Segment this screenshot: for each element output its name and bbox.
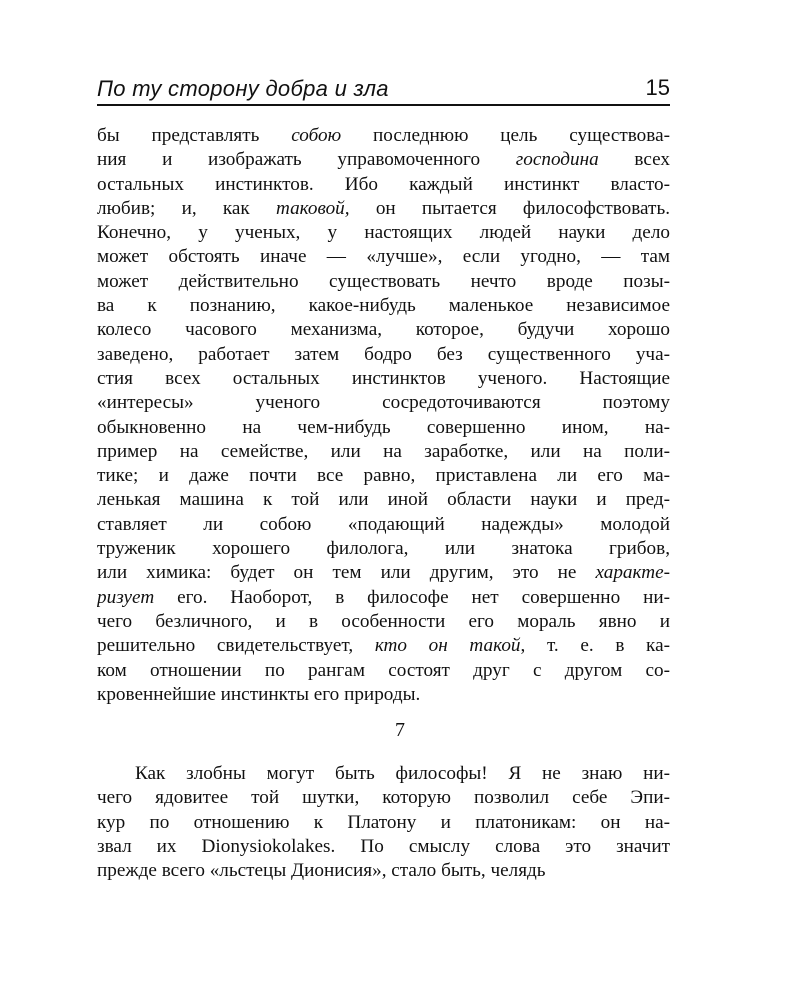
text-line <box>97 221 670 245</box>
running-title: По ту сторону добра и зла <box>97 76 389 101</box>
text-run: обыкновенно на чем-нибудь совершенно ином, на- <box>97 416 670 438</box>
text-run: бы представлять <box>97 125 292 146</box>
text-line <box>97 835 670 859</box>
text-line <box>97 513 670 537</box>
text-line <box>97 859 670 883</box>
text-line <box>97 440 670 464</box>
text-run: Как злобны могут быть философы! Я не знаю ни- <box>135 763 670 784</box>
text-line <box>97 343 670 367</box>
italic-emphasis: кто он такой <box>374 635 521 657</box>
text-run: кровеннейшие инстинкты его природы. <box>97 683 421 705</box>
text-line <box>97 762 670 786</box>
text-line <box>97 659 670 683</box>
text-run: Конечно, у ученых, у настоящих людей науки дело <box>97 222 670 244</box>
text-run: ния и изображать управомоченного <box>97 149 516 171</box>
text-run: заведено, работает затем бодро без существенного уча- <box>97 343 670 365</box>
text-line <box>97 367 670 391</box>
text-run: чего безличного, и в особенности его мораль явно и <box>97 610 670 632</box>
text-run: ставляет ли собою «подающий надежды» молодой <box>97 513 670 535</box>
text-run: ленькая машина к той или иной области науки и пред- <box>97 489 670 511</box>
text-run: может обстоять иначе — «лучше», если угодно, — там <box>97 246 670 268</box>
text-run: прежде всего «льстецы Дионисия», стало быть, челядь <box>97 860 546 882</box>
text-run: труженик хорошего филолога, или знатока грибов, <box>97 538 670 560</box>
text-run: чего ядовитее той шутки, которую позволил себе Эпи- <box>97 787 670 809</box>
section-number: 7 <box>395 719 405 741</box>
text-line <box>97 173 670 197</box>
text-line <box>97 586 670 610</box>
text-run: колесо часового механизма, которое, будучи хорошо <box>97 319 670 341</box>
text-run: пример на семействе, или на заработке, или на поли- <box>97 440 670 462</box>
text-line <box>97 245 670 269</box>
italic-emphasis: ризует <box>97 586 155 608</box>
text-line <box>97 610 670 634</box>
text-line <box>97 488 670 512</box>
text-run: может действительно существовать нечто вроде позы- <box>97 270 670 292</box>
text-line <box>97 634 670 658</box>
text-run: ком отношении по рангам состоят друг с другом со- <box>97 659 670 681</box>
page-number: 15 <box>645 75 670 100</box>
italic-emphasis: таковой, <box>275 197 350 219</box>
paragraph-section-7 <box>97 762 670 883</box>
text-run: «интересы» ученого сосредоточиваются поэтому <box>97 392 670 414</box>
text-line <box>97 124 670 148</box>
text-run: любив; и, как <box>97 197 276 219</box>
text-line <box>97 391 670 415</box>
text-run: всех <box>598 149 670 171</box>
text-run: его. Наоборот, в философе нет совершенно ни- <box>154 586 670 608</box>
italic-emphasis: господина <box>515 149 599 171</box>
text-run: последнюю цель существова- <box>341 125 670 146</box>
text-run: тике; и даже почти все равно, приставлена ли его ма- <box>97 465 670 487</box>
text-run: ва к познанию, какое-нибудь маленькое независимое <box>97 295 670 317</box>
text-line <box>97 786 670 810</box>
italic-emphasis: характе- <box>595 562 670 584</box>
text-line <box>97 537 670 561</box>
text-line <box>97 561 670 585</box>
text-run: решительно свидетельствует, <box>97 635 375 657</box>
text-run: звал их Dionysiokolakes. По смыслу слова это значит <box>97 835 670 857</box>
text-line <box>97 148 670 172</box>
text-line <box>97 464 670 488</box>
text-run: или химика: будет он тем или другим, это не <box>97 562 596 584</box>
text-line <box>97 318 670 342</box>
text-line <box>97 270 670 294</box>
paragraph-continued <box>97 124 670 707</box>
text-run: он пытается философствовать. <box>349 197 670 219</box>
text-run: остальных инстинктов. Ибо каждый инстинкт власто- <box>97 173 670 195</box>
text-line <box>97 197 670 221</box>
text-line <box>97 294 670 318</box>
text-run: кур по отношению к Платону и платоникам: он на- <box>97 811 670 833</box>
text-line <box>97 416 670 440</box>
running-header <box>97 74 670 106</box>
italic-emphasis: собою <box>291 125 342 146</box>
text-run: стия всех остальных инстинктов ученого. Настоящие <box>97 367 670 389</box>
text-run: , т. е. в ка- <box>520 635 670 657</box>
text-line <box>97 811 670 835</box>
text-line <box>97 683 670 707</box>
